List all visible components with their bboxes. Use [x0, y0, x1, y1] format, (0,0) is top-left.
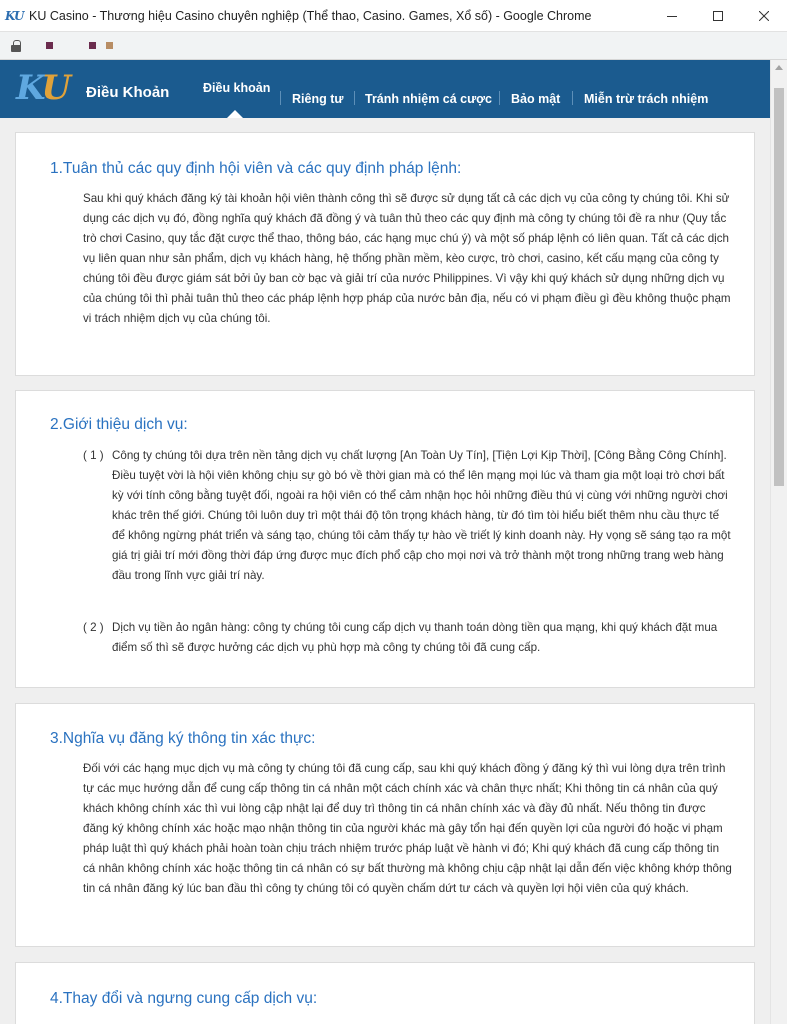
- tab-bao-mat[interactable]: Bảo mật: [511, 92, 561, 106]
- section-body: Đối với các hạng mục dịch vụ mà công ty chúng tôi đã cung cấp, sau khi quý khách đồng ý đăng ký thì vui lòng dựa trên trình tự các mục hướng dẫn để cung cấp thông tin cá nhân một cách chính xác và chân thực nhất; Khi thông tin cá nhân của quý khách không chính xác thì vui lòng cập nhật lại để duy trì thông tin cá nhân chính xác và đầy đủ nhất. Nếu thông tin được đăng ký không chính xác hoặc mạo nhận thông tin của người khác mà gây tổn hại đến quyền lợi của người đó hoặc vi phạm pháp luật thì quý khách phải hoàn toàn chịu trách nhiệm trước pháp luật về hành vi đó; Khi quý khách đã cung cấp thông tin cá nhân không chính xác hoặc thông tin cá nhân có sự bất thường mà không chịu cập nhật lại dẫn đến việc không khớp thông tin cá nhân đăng ký lúc ban đầu thì công ty chúng tôi có quyền chấm dứt tư cách và quyền lợi hội viên của quý khách.: [83, 762, 732, 895]
- section-heading: 1.Tuân thủ các quy định hội viên và các quy định pháp lệnh:: [50, 160, 462, 177]
- site-header: [0, 60, 770, 118]
- window-title: KU Casino - Thương hiệu Casino chuyên nghiệp (Thể thao, Casino. Games, Xổ số) - Google Chrome: [29, 8, 592, 23]
- nav-divider: [572, 91, 573, 105]
- item-number: ( 2 ): [83, 621, 104, 634]
- tab-mien-tru-trach-nhiem[interactable]: Miễn trừ trách nhiệm: [584, 92, 709, 106]
- section-heading: 4.Thay đổi và ngưng cung cấp dịch vụ:: [50, 990, 318, 1007]
- section-card: [15, 390, 755, 688]
- site-logo[interactable]: [16, 68, 68, 108]
- section-card: [15, 962, 755, 1024]
- section-heading: 2.Giới thiệu dịch vụ:: [50, 416, 188, 433]
- section-card: [15, 132, 755, 376]
- terms-content: [0, 118, 770, 1024]
- lock-icon: [11, 40, 21, 52]
- minimize-icon[interactable]: [649, 0, 695, 32]
- tab-dieu-khoan[interactable]: Điều khoản: [203, 81, 271, 95]
- favicon-logo: KU: [5, 8, 24, 23]
- extension-icon[interactable]: [46, 42, 53, 49]
- item-number: ( 1 ): [83, 449, 104, 462]
- scroll-up-icon[interactable]: [775, 65, 783, 70]
- tab-tranh-nhiem-ca-cuoc[interactable]: Tránh nhiệm cá cược: [365, 92, 493, 106]
- active-tab-indicator: [227, 110, 243, 118]
- window-controls: [649, 0, 787, 32]
- scrollbar-thumb[interactable]: [774, 88, 784, 486]
- scrollbar[interactable]: [770, 60, 787, 1024]
- maximize-icon[interactable]: [695, 0, 741, 32]
- window-title-bar: [0, 0, 787, 32]
- page-title: Điều Khoản: [86, 84, 170, 101]
- section-card: [15, 703, 755, 947]
- nav-divider: [280, 91, 281, 105]
- nav-divider: [354, 91, 355, 105]
- address-bar[interactable]: [0, 32, 787, 60]
- close-icon[interactable]: [741, 0, 787, 32]
- tab-rieng-tu[interactable]: Riêng tư: [292, 92, 344, 106]
- item-text: Dịch vụ tiền ảo ngân hàng: công ty chúng tôi cung cấp dịch vụ thanh toán dòng tiền qua mạng, khi quý khách đặt mua điểm số thì sẽ được hưởng các dịch vụ phù hợp mà công ty chúng tôi đã cung cấp.: [112, 621, 718, 654]
- nav-divider: [499, 91, 500, 105]
- section-heading: 3.Nghĩa vụ đăng ký thông tin xác thực:: [50, 730, 316, 747]
- extension-icon[interactable]: [106, 42, 113, 49]
- logo-letter-k: K: [16, 68, 42, 108]
- item-text: Công ty chúng tôi dựa trên nền tảng dịch vụ chất lượng [An Toàn Uy Tín], [Tiện Lợi Kịp Thời], [Công Bằng Công Chính]. Điều tuyệt vời là hội viên không chịu sự gò bó về thời gian mà có thể lên mạng mọi lúc và tham gia một loại trò chơi bất kỳ với tính công bằng tuyệt đối, ngoài ra hội viên có thể cảm nhận học hỏi những điều thú vị cùng với những người chơi khác trên thế giới. Chúng tôi luôn duy trì một thái độ tôn trọng khách hàng, từ đó tìm tòi hiểu biết thêm nhu cầu thực tế để không ngừng phát triển và sáng tạo, chúng tôi cảm thấy tự hào về triết lý kinh doanh này. Hy vọng sẽ sáng tạo ra một giá trị giải trí mới đồng thời đáp ứng được mục đích phổ cập cho mọi nơi và trở thành một trong những trang web hàng đầu trong lĩnh vực giải trí này.: [112, 449, 731, 582]
- logo-letter-u: U: [41, 68, 68, 108]
- section-body: Sau khi quý khách đăng ký tài khoản hội viên thành công thì sẽ được sử dụng tất cả các dịch vụ của công ty chúng tôi. Khi sử dụng các dịch vụ đó, đồng nghĩa quý khách đã đồng ý và tuân thủ theo các quy định mà công ty chúng tôi đề ra như (Quy tắc trò chơi Casino, quy tắc đặt cược thể thao, thông báo, các hạng mục chú ý) và một số pháp lệnh có liên quan. Tất cả các dịch vụ liên quan như sản phẩm, dịch vụ khách hàng, hệ thống phần mềm, kèo cược, trò chơi, casino, kết cấu mạng của công ty chúng tôi đều được giám sát bởi ủy ban cờ bạc và giải trí của nước Philippines. Vì vậy khi quý khách sử dụng những dịch vụ của chúng tôi thì phải tuân thủ theo các pháp lệnh hợp pháp của nước bản địa, nếu có vi phạm điều gì đều không thuộc phạm vi trách nhiệm dịch vụ của chúng tôi.: [83, 192, 731, 325]
- extension-icon[interactable]: [89, 42, 96, 49]
